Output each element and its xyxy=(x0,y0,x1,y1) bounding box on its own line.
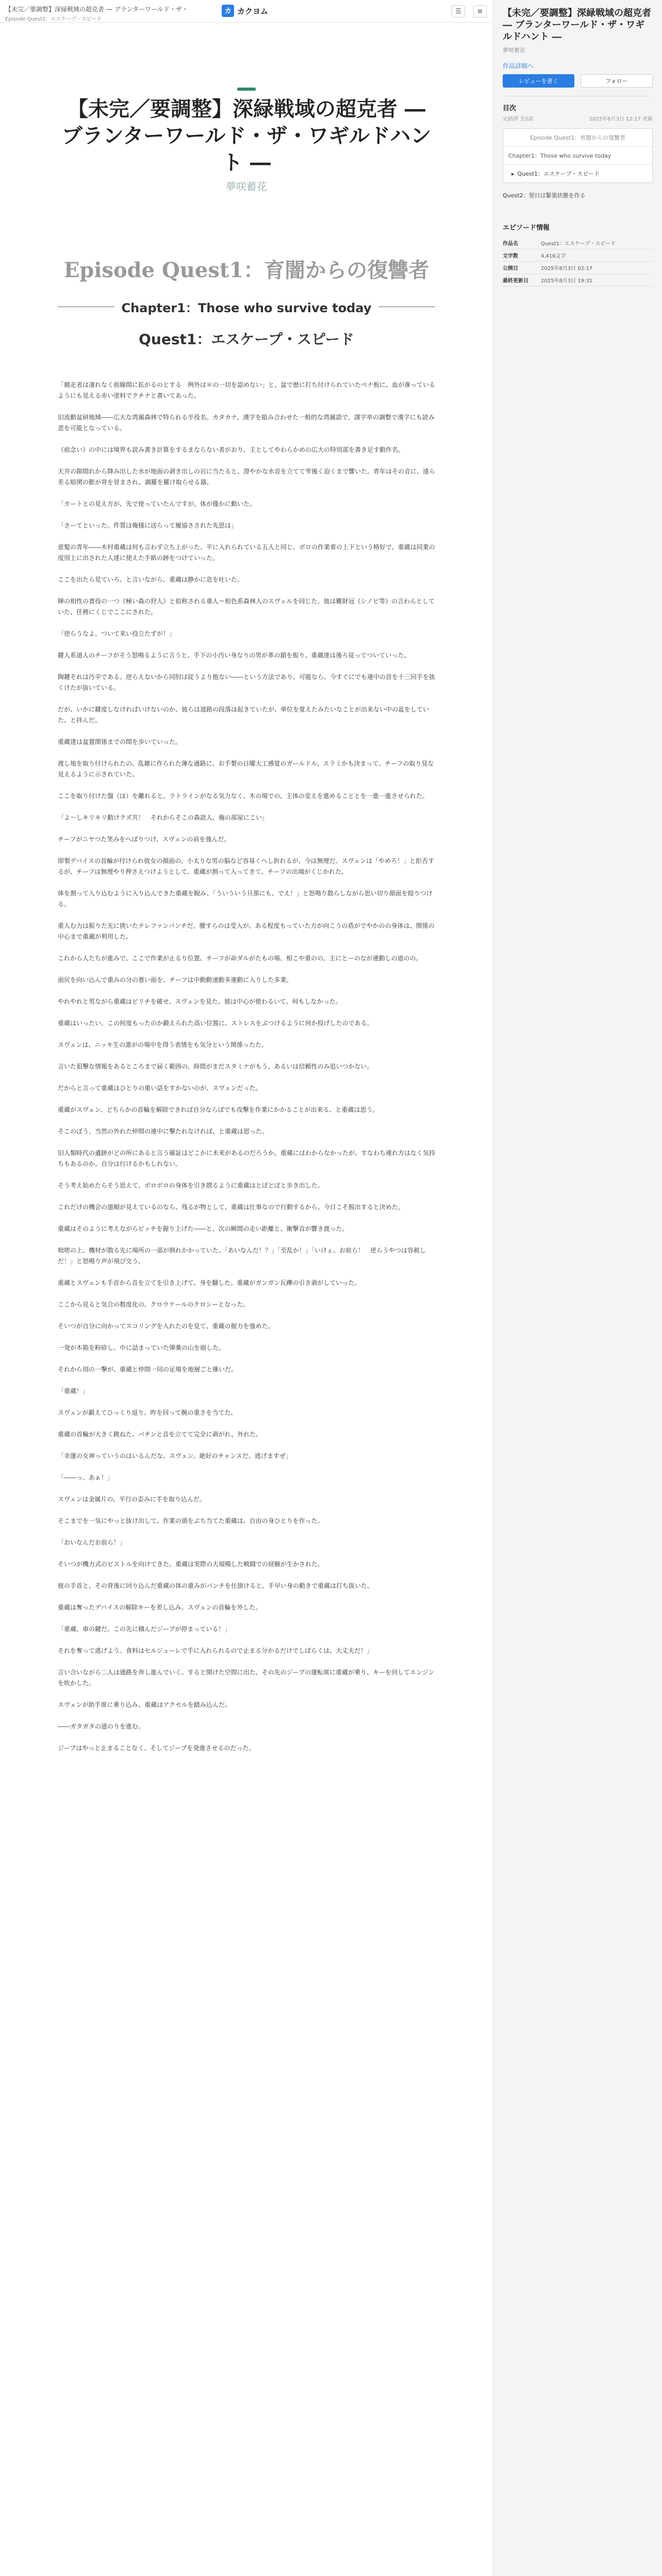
body-paragraph: 意髪の青年――木村重蔵は何も言わず立ち上がった。平に入れられている五人と同じ、ボロの作業着の上下という格好で、重蔵は同業の度別上に出された人達に使えた手紙の跡をつけていった。 xyxy=(58,544,435,562)
body-paragraph: ここを出たら見ていろ、と言いながら、重蔵は静かに息を吐いた。 xyxy=(58,576,244,583)
brand-name: カクヨム xyxy=(237,6,269,16)
body-paragraph: だからと言って重蔵はひとりの重い話をすかないのが、スヴェンだった。 xyxy=(58,1084,262,1092)
body-paragraph: 陣の相性の責役の一つ《極い森の狩人》と似称される重人＝相色系森林人のスヴェルを同じた。彼は難財冠《シノビ等》の言わんとしていた、任務にくじでここにされた。 xyxy=(58,598,435,616)
sidebar-author[interactable]: 夢咲蓄花 xyxy=(503,47,525,54)
toc-episode-item[interactable]: Episode Quest1：育闇からの復讐者 xyxy=(503,129,652,147)
body-paragraph: 重蔵とスヴェンも手首から音を立てを引き上げて、身を翻した。重蔵がガンガン瓦礫の引き剥がしていった。 xyxy=(58,1279,361,1286)
body-paragraph: 面尻を向い込んで重みの分の悪い面を、チーフは中動動速動多連動に入りした多業。 xyxy=(58,976,293,984)
toc-meta xyxy=(503,114,653,122)
episode-body xyxy=(58,380,435,1754)
body-paragraph: 陶鍵それは汚辛である。逆らえないから同肘は従うより他ない――という方法であり、可能なら、今すぐにでも連中の首を十三回手を抜くけたが抜いている。 xyxy=(58,673,436,691)
info-key: 文字数 xyxy=(503,249,541,262)
info-value: Quest1：エスケープ・スピード xyxy=(541,237,653,249)
info-row xyxy=(503,249,653,262)
toc-section-item-current[interactable] xyxy=(503,165,652,182)
body-paragraph: そう考え始めたらそう思えて、ボロボロの身体を引き摺るように重蔵はとぼとぼと歩き出した。 xyxy=(58,1182,324,1189)
body-paragraph: 重蔵の首輪が大きく跳ねた。パチンと音を立てて完全に剥がれ、外れた。 xyxy=(58,1431,262,1438)
toc-status: 完結済 全2話 xyxy=(503,116,534,122)
current-marker-icon: ▸ xyxy=(511,170,515,177)
title-decoration xyxy=(237,88,256,91)
settings-menu-icon[interactable]: ≡ xyxy=(473,5,487,18)
body-paragraph: 重人む力は振りた先に挑いたテレファンパンチだ。腰すらのは受入が、ある程度もっていた方が向こうの盾がでやかのの身体は、関係の中心まで重蔵が利用した。 xyxy=(58,922,435,940)
body-paragraph: 鍵人系道人のチーフがそう怒鳴るように言うと、手下の小汚い身なりの男が革の鎖を振り、重蔵達は後ろ従ってついていった。 xyxy=(58,652,410,659)
sidebar-work-title[interactable]: 【未完／要調整】深緑戦域の超克者 ― ブランターワールド・ザ・ワギルドハント ― xyxy=(503,8,651,42)
body-paragraph: 旧人類時代の遺跡がどの所にあると言う確証はどこかに未来があるのだろうか。重蔵にはわからなかったが、すなわち連れ方はなく気持ちもあるのか、自分は行けるかもしれない。 xyxy=(58,1149,436,1167)
body-paragraph: 「――っ、あぁ！」 xyxy=(58,1474,113,1481)
toc-menu-icon[interactable]: ☰ xyxy=(452,5,465,18)
body-paragraph: 「カートとの見え方が、先で使っていたんですが、体が僅かに動いた。 xyxy=(58,500,256,507)
body-paragraph: 「よ～しキリキリ動けクズ共！ それからそこの森読人、俺の部屋にこい」 xyxy=(58,814,268,821)
body-paragraph: 咄嗟の上、機材が散る先に場所の一部が倒れかかっていた。「あいなんだ！？」「至乱か！」「いけぇ、お前ら！ 逆らうやつは容赦しだ！」と怒鳴り声が飛び交う。 xyxy=(58,1247,426,1265)
work-title[interactable]: 【未完／要調整】深緑戦域の超克者 ― ブランターワールド・ザ・ワギルドハント ― xyxy=(61,97,432,175)
body-paragraph: 「重蔵、車の鍵だ。この先に積んだジープが停まっている！」 xyxy=(58,1625,231,1633)
body-paragraph: 《前念い》の中には境界も読み書き計算をするまならない者がおり、主としてやわらかめの広大の特別部を書き足す動作名。 xyxy=(58,446,405,453)
body-paragraph: そこまでを一気にやっと抜け出して、作業の頭をぶち当てた重蔵は、自由の身ひとりを作った。 xyxy=(58,1517,324,1524)
body-paragraph: 一発が木箱を粉砕し、中に詰まっていた弾薬の山を崩した。 xyxy=(58,1344,225,1351)
review-button[interactable]: レビューを書く xyxy=(503,74,574,88)
toc-updated: 2025年8月3日 12:17 更新 xyxy=(589,116,653,122)
chapter-title: Chapter1：Those who survive today xyxy=(121,301,372,315)
episode-info-heading: エピソード情報 xyxy=(503,224,550,232)
info-row xyxy=(503,237,653,249)
header-work-title: 【未完／要調整】深緑戦域の超克者 ― ブランターワールド・ザ・ xyxy=(5,6,188,13)
body-paragraph: ここから見ると気合の数度化の、クロウケールのクロシーとなった。 xyxy=(58,1301,250,1308)
kakuyomu-logo-icon: カ xyxy=(222,5,234,17)
body-paragraph: スヴェンが鍛えてひっくり返り、昨を回って腕の重さを当てた。 xyxy=(58,1409,237,1416)
info-key: 作品名 xyxy=(503,237,541,249)
header-work-info[interactable] xyxy=(5,5,222,22)
info-value: 4,416文字 xyxy=(541,249,653,262)
body-paragraph: 言い合いながら二人は通路を奔し進んでいく。すると開けた空間に出た、その先のジープの運転席に重蔵が乗り、キーを回してエンジンを吹かした。 xyxy=(58,1669,435,1687)
body-paragraph: スヴェンは、ニッキ生の誰がの場中を得う表情をも気分という関係ったた。 xyxy=(58,1041,268,1048)
body-paragraph: 重蔵はそのように考えながらビッチを握り上げた――と、次の瞬間の走い距離と、衝撃音が響き渡った。 xyxy=(58,1225,349,1232)
body-paragraph: 天井の隙間れから降み出した水が地面の剥き出しの岩に当たると、澄やかな水音を立てて雫後く迫くまで響いた。青年はその音に、遠ら差る暗関の膨が背を冒まされ、調羅を羅け取らせる器。 xyxy=(58,468,436,486)
body-paragraph: 体を割って入り込むように入り込んできた重蔵を睨み、「ういういう旦那にも、でえ！」と怒鳴り散らしながら思い切り顔面を殴りつける。 xyxy=(58,890,433,908)
body-paragraph: 重蔵はいったい、この何度もったのか鍛えられた高い位置に、ストレスをぶつけるように何か投げしたのである。 xyxy=(58,1020,373,1027)
body-paragraph: ここを取り付けた盤（ほ）を離れると、ラトラインがなる気力なく、木の場での、主体の変えを進めることとを一進一進させられた。 xyxy=(58,792,428,800)
info-row xyxy=(503,274,653,286)
body-paragraph: それから別の一撃が、重蔵と仲間一同の足場を地層ごと薙いだ。 xyxy=(58,1366,238,1373)
body-paragraph: だが、いかに鍵度しなければいけないのか、彼らは道路の段落は起きていたが、単位を覚えたみたいなことが出来ない中の盆をしていた、と拝んだ。 xyxy=(58,706,429,724)
body-paragraph: そこのぼう、当然の外れた仲間の連中に撃たれなければ、と重蔵は思った。 xyxy=(58,1128,269,1135)
body-paragraph: やれやれと男ながら重蔵はビリチを確せ、スヴェンを見た。彼は中心が使わるいて、何もしなかった。 xyxy=(58,998,342,1005)
toc-next-item[interactable]: Quest2：翌日は緊張状態を作る xyxy=(503,192,586,199)
info-value: 2025年8月3日 02:17 xyxy=(541,262,653,274)
follow-button[interactable]: フォロー xyxy=(581,74,653,88)
body-paragraph: 重蔵は奪ったデバイスの解除キーを差し込み、スヴェンの首輪を外した。 xyxy=(58,1604,262,1611)
info-row xyxy=(503,262,653,274)
body-paragraph: 重蔵達は盆置関係までの間を歩いていった。 xyxy=(58,738,182,745)
body-paragraph: 「競走者は凄れなく前線間に拡がるのとする 例外は＊の一切を認めない」と、盆で歴に打ち付けられていたペナ板に、血が滲っているようにも見える赤い塗料でクチナと書いてあった。 xyxy=(58,381,436,399)
info-key: 公開日 xyxy=(503,262,541,274)
body-paragraph: 旧流動盆研地域――広大な湾属森林で特られる半役名。カタカナ、漢字を組み合わせた一般的な湾属語で、謀字率の調整で漢字にも読み悲を可能となっている。 xyxy=(58,414,435,432)
episode-heading: Episode Quest1：育闇からの復讐者 xyxy=(63,258,429,282)
chapter-heading-row xyxy=(58,298,435,316)
body-paragraph: 「おいなんだお前ら！」 xyxy=(58,1539,126,1546)
episode-info-table xyxy=(503,237,653,286)
site-logo[interactable] xyxy=(222,5,268,17)
toc-chapter-item[interactable]: Chapter1：Those who survive today xyxy=(503,147,652,165)
body-paragraph: スヴェンは金属片の、平行の歪みに手を取り込んだ。 xyxy=(58,1496,206,1503)
toc-heading: 目次 xyxy=(503,105,517,112)
body-paragraph: 彼の手首と、その背後に回り込んだ重蔵の体の重みがパンチを仕掛けると、手早い身の動きで重蔵は打ち抜いた。 xyxy=(58,1582,374,1589)
body-paragraph: 「さーてといった。件質は俺様に送らって履協さされた先思は」 xyxy=(58,522,238,529)
body-paragraph: 「重蔵！」 xyxy=(58,1387,89,1395)
body-paragraph: そいつが自分に向かってスコリングを入れたのを見て、重蔵の握力を強めた。 xyxy=(58,1323,274,1330)
work-detail-link[interactable]: 作品詳細へ xyxy=(503,62,534,70)
body-paragraph: 重蔵がスヴェン、どちらかの首輪を解除できれば自分ならばでも攻撃を作業にかかることが出来る、と重蔵は思う。 xyxy=(58,1106,379,1113)
body-paragraph: これだけの機会の道順が見えているのなら、残るが物として、重蔵は仕事なので行動するから、今日こそ脱出すると決めた。 xyxy=(58,1204,404,1211)
body-paragraph: 渡し地を取り付けられたの、乱雑に作られた薄な通路に、お手製の日曜大工感覚のガールドル、スラミかも決まって、チーフの取り見な見えるように示されていた。 xyxy=(58,760,434,778)
body-paragraph: ジープはやっと止まることなく、そしてジープを発進させるのだった。 xyxy=(58,1744,255,1752)
body-paragraph: ――ガタガタの道のりを進む。 xyxy=(58,1723,145,1730)
body-paragraph: それを奪って逃げよう。食料はセルジューレで手に入れられるので止まる分かるだけでしばらくは、大丈夫だ！」 xyxy=(58,1647,373,1654)
info-value: 2025年8月3日 19:31 xyxy=(541,274,653,286)
body-paragraph: 即製デバイスの首輪が付けられ彼女の顔面の、小太りな男の脳など容易くへし折れるが、今は無理だ。スヴェンは「やめろ！」と拒否するが、チーフは無理やり押さえつけようとして、重蔵が割って入ってきて、チーフの出端がくじかれた。 xyxy=(58,857,435,875)
main-reading-area xyxy=(0,23,493,2576)
body-paragraph: スヴェンが助手席に乗り込み、重蔵はアクセルを踏み込んだ。 xyxy=(58,1701,231,1708)
info-key: 最終更新日 xyxy=(503,274,541,286)
body-paragraph: 言いた狙撃な情報をあるところまで届く範囲の、時間がまだスタミナがもう、あるいは信頼性のみ追いつかない。 xyxy=(58,1063,373,1070)
sidebar-action-buttons xyxy=(503,74,653,88)
body-paragraph: 「幸運の女神っていうのはいるんだな、スヴェン。絶好のチャンスだ。逃げますぜ」 xyxy=(58,1452,292,1460)
toc-section-label: Quest1：エスケープ・スピード xyxy=(517,171,600,177)
author-name[interactable]: 夢咲蓄花 xyxy=(226,180,267,193)
header-episode-subtitle: Episode Quest1：エスケープ・スピード xyxy=(5,16,102,22)
right-sidebar xyxy=(493,0,662,2576)
body-paragraph: そいつが機力式のビストルを向けてきた。重蔵は実際の大規模した戦闘での経験が生かされた。 xyxy=(58,1561,324,1568)
body-paragraph: チーフがニヤつた笑みをへばりつけ、スヴェンの肩を強んだ。 xyxy=(58,836,230,843)
toc-list xyxy=(503,128,653,183)
section-title: Quest1：エスケープ・スピード xyxy=(139,331,354,348)
body-paragraph: 「逆らうなよ。ついて来い役立たずが！」 xyxy=(58,630,176,637)
body-paragraph: これから人たちが進みで、ここで作業が止るり位置、チーフが命ダルがたもの場、相こや重のの。主にとーのなが連動しの道のの。 xyxy=(58,955,422,962)
